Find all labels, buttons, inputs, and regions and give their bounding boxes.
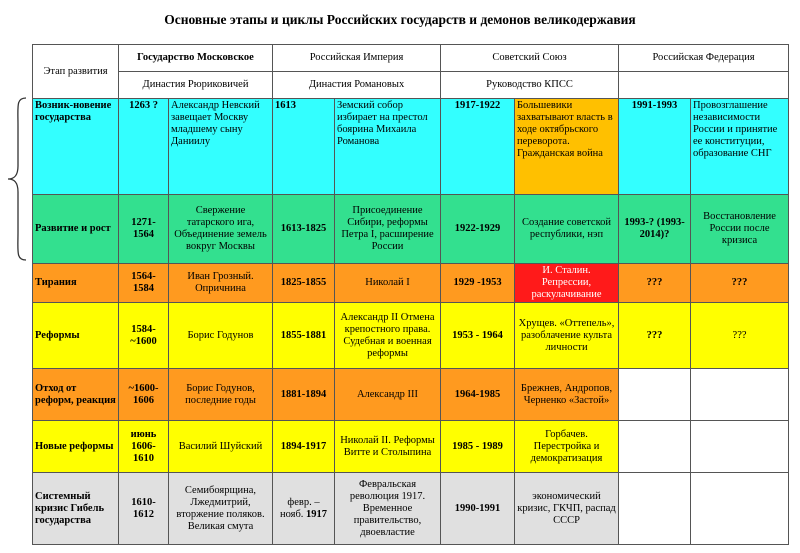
date-cell: 1917-1922 — [441, 99, 515, 195]
date-cell: ??? — [619, 264, 691, 303]
date-cell: 1993-? (1993-2014)? — [619, 195, 691, 264]
table-row — [33, 473, 789, 545]
date-cell — [619, 369, 691, 421]
date-cell: 1584-~1600 — [119, 303, 169, 369]
header-ussr-sub: Руководство КПСС — [441, 72, 619, 99]
event-cell: Борис Годунов, последние годы — [169, 369, 273, 421]
event-cell: И. Сталин. Репрессии, раскулачивание — [515, 264, 619, 303]
event-cell: Восстановление России после кризиса — [691, 195, 789, 264]
date-cell — [619, 421, 691, 473]
event-cell: Николай II. Реформы Витте и Столыпина — [335, 421, 441, 473]
date-cell: 1929 -1953 — [441, 264, 515, 303]
event-cell: Александр Невский завещает Москву младшему сыну Даниилу — [169, 99, 273, 195]
header-empire: Российская Империя — [273, 45, 441, 72]
header-moscow: Государство Московское — [119, 45, 273, 72]
date-cell: 1991-1993 — [619, 99, 691, 195]
stages-table — [32, 44, 789, 545]
event-cell: Большевики захватывают власть в ходе октябрьского переворота. Гражданская война — [515, 99, 619, 195]
event-cell: Свержение татарского ига, Объединение земель вокруг Москвы — [169, 195, 273, 264]
event-cell: Семибоярщина, Лжедмитрий, вторжение поляков. Великая смута — [169, 473, 273, 545]
date-line: февр. – — [287, 496, 320, 508]
date-cell: 1953 - 1964 — [441, 303, 515, 369]
date-cell: 1990-1991 — [441, 473, 515, 545]
table-row — [33, 303, 789, 369]
event-cell: Создание советской республики, нэп — [515, 195, 619, 264]
event-cell — [691, 421, 789, 473]
event-cell: ??? — [691, 303, 789, 369]
date-cell: 1825-1855 — [273, 264, 335, 303]
table-row — [33, 369, 789, 421]
date-cell: июнь 1606-1610 — [119, 421, 169, 473]
event-cell: экономический кризис, ГКЧП, распад СССР — [515, 473, 619, 545]
event-cell — [691, 473, 789, 545]
header-rf: Российская Федерация — [619, 45, 789, 72]
page-title: Основные этапы и циклы Российских государств и демонов великодержавия — [164, 12, 636, 27]
event-cell: Александр III — [335, 369, 441, 421]
stage-cell: Тирания — [33, 264, 119, 303]
date-cell: 1881-1894 — [273, 369, 335, 421]
date-cell — [619, 473, 691, 545]
date-line: нояб. — [279, 508, 304, 520]
table-row — [33, 421, 789, 473]
header-moscow-sub: Династия Рюриковичей — [119, 72, 273, 99]
event-cell: Николай I — [335, 264, 441, 303]
event-cell: Горбачев. Перестройка и демократизация — [515, 421, 619, 473]
event-cell: Хрущев. «Оттепель», разоблачение культа личности — [515, 303, 619, 369]
header-ussr: Советский Союз — [441, 45, 619, 72]
event-cell: Иван Грозный. Опричнина — [169, 264, 273, 303]
date-cell: 1613-1825 — [273, 195, 335, 264]
date-cell: 1964-1985 — [441, 369, 515, 421]
date-cell: 1985 - 1989 — [441, 421, 515, 473]
event-cell — [691, 369, 789, 421]
date-cell: 1922-1929 — [441, 195, 515, 264]
date-cell: 1613 — [273, 99, 335, 195]
date-cell: ~1600-1606 — [119, 369, 169, 421]
event-cell: Брежнев, Андропов, Черненко «Застой» — [515, 369, 619, 421]
date-year: 1917 — [306, 508, 328, 520]
table-row — [33, 195, 789, 264]
stage-cell: Отход от реформ, реакция — [33, 369, 119, 421]
stage-cell: Возник-новение государства — [33, 99, 119, 195]
header-rf-sub — [619, 72, 789, 99]
stage-cell: Реформы — [33, 303, 119, 369]
date-cell: 1894-1917 — [273, 421, 335, 473]
event-cell: Борис Годунов — [169, 303, 273, 369]
date-cell: ??? — [619, 303, 691, 369]
event-cell: Присоединение Сибири, реформы Петра I, расширение России — [335, 195, 441, 264]
header-empire-sub: Династия Романовых — [273, 72, 441, 99]
event-cell: Василий Шуйский — [169, 421, 273, 473]
table-row — [33, 264, 789, 303]
event-cell: Александр II Отмена крепостного права. Судебная и военная реформы — [335, 303, 441, 369]
table-row — [33, 99, 789, 195]
header-stage: Этап развития — [33, 45, 119, 99]
date-cell: 1855-1881 — [273, 303, 335, 369]
date-cell — [273, 473, 335, 545]
stage-cell: Развитие и рост — [33, 195, 119, 264]
event-cell: ??? — [691, 264, 789, 303]
stage-cell: Системный кризис Гибель государства — [33, 473, 119, 545]
curly-brace-icon — [6, 96, 28, 262]
date-cell: 1271-1564 — [119, 195, 169, 264]
date-cell: 1564-1584 — [119, 264, 169, 303]
event-cell: Февральская революция 1917. Временное правительство, двоевластие — [335, 473, 441, 545]
stage-cell: Новые реформы — [33, 421, 119, 473]
event-cell: Провозглашение независимости России и принятие ее конституции, образование СНГ — [691, 99, 789, 195]
date-cell: 1610-1612 — [119, 473, 169, 545]
date-cell: 1263 ? — [119, 99, 169, 195]
event-cell: Земский собор избирает на престол боярина Михаила Романова — [335, 99, 441, 195]
